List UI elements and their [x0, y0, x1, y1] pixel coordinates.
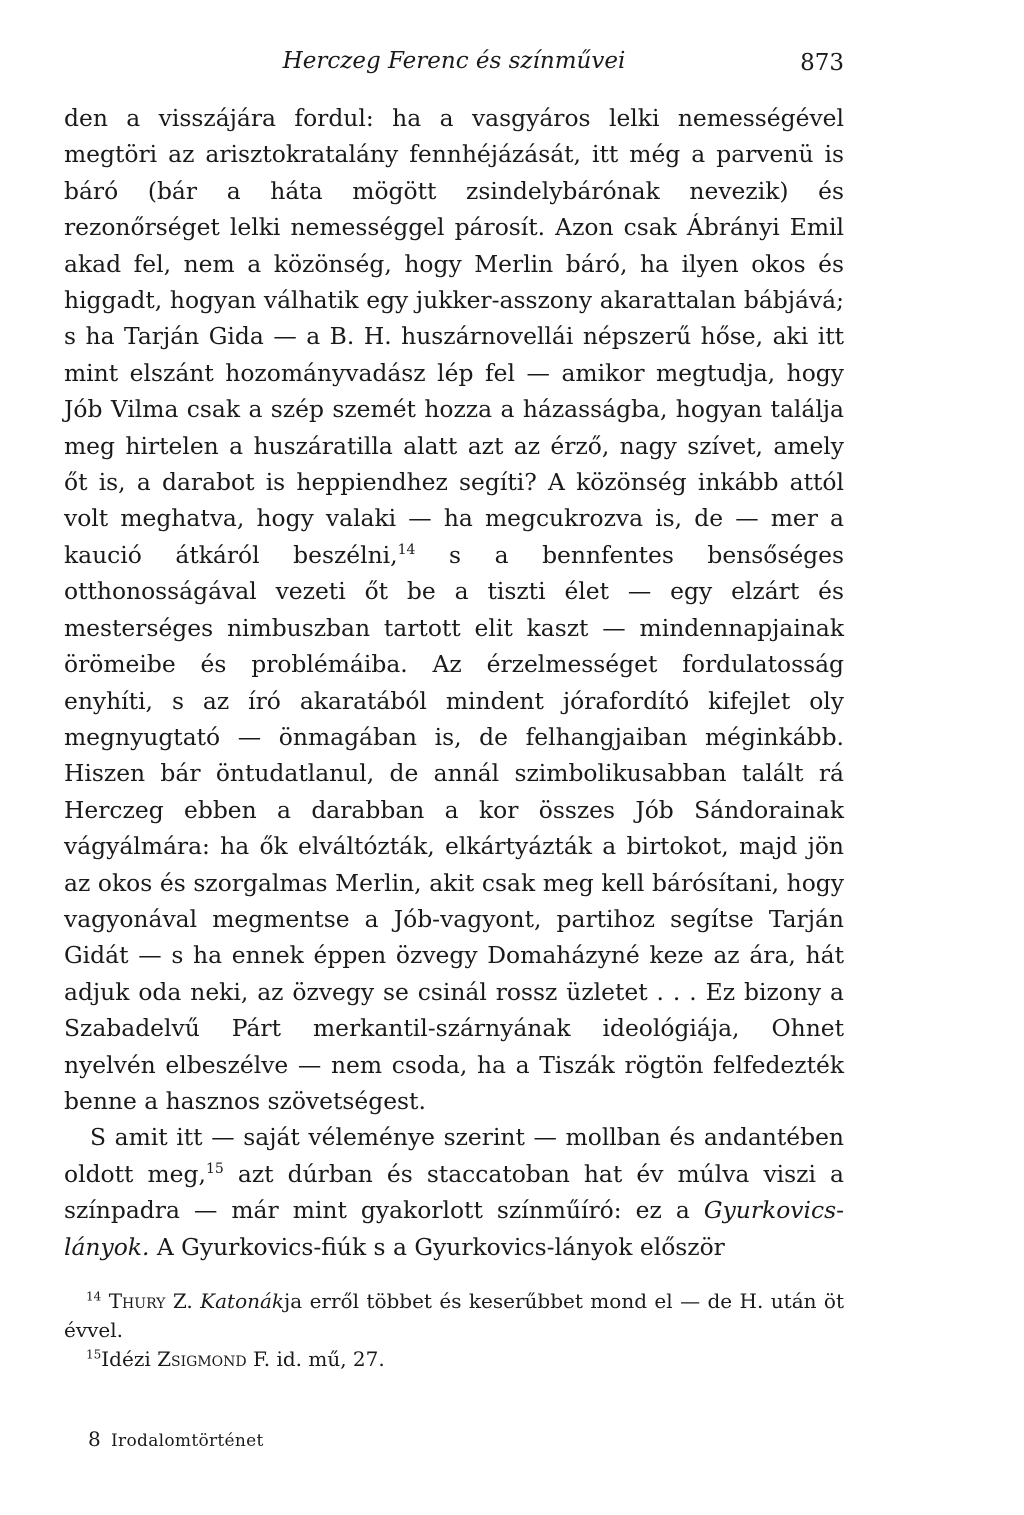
body-text: [64, 100, 844, 1265]
page-number: 873: [800, 50, 844, 76]
running-title: Herczeg Ferenc és színművei: [282, 48, 626, 74]
footnote-ref-14: 14: [397, 542, 416, 559]
footnote-14: [64, 1287, 844, 1345]
paragraph-1-text-b: s a bennfentes bensőséges otthonosságával vezeti őt be a tiszti élet — egy elzárt és mesterséges nimbuszban tartott elit kaszt — mindennapjainak örömeibe és problémáiba. Az érzelmességet fordulatosság enyhíti, s az író akaratából mindent jórafordító kifejlet oly megnyugtató — önmagában is, de felhangjaiban méginkább. Hiszen bár öntudatlanul, de annál szimbolikusabban talált rá Herczeg ebben a darabban a kor összes Jób Sándorainak vágyálmára: ha ők elváltózták, elkártyázták a birtokot, majd jön az okos és szorgalmas Merlin, akit csak meg kell bárósítani, hogy vagyonával megmentse a Jób-vagyont, partihoz segítse Tarján Gidát — s ha ennek éppen özvegy Domaházyné keze az ára, hát adjuk oda neki, az özvegy se csinál rossz üzletet . . . Ez bizony a Szabadelvű Párt merkantil-szárnyának ideológiája, Ohnet nyelvén elbeszélve — nem csoda, ha a Tiszák rögtön felfedezték benne a hasznos szövetségest.: [64, 540, 845, 1115]
footnote-14-author: Thury: [108, 1289, 166, 1313]
signature-number: 8: [88, 1427, 102, 1451]
footnote-15-author: Zsigmond: [157, 1347, 247, 1371]
paragraph-2-text-c: A Gyurkovics-fiúk s a Gyurkovics-lányok először: [149, 1232, 725, 1261]
footnote-14-text-b: ja erről többet és keserűbbet mond el — de H. után öt évvel.: [64, 1289, 845, 1342]
footnote-14-text-a: Z.: [165, 1289, 201, 1313]
page: [64, 40, 844, 1374]
running-header: [64, 40, 844, 80]
play-title: Gyurkovics-lányok.: [64, 1196, 844, 1261]
printer-signature: [88, 1427, 264, 1451]
footnote-15-number: 15: [86, 1347, 102, 1362]
signature-label: Irodalomtörténet: [111, 1431, 264, 1451]
paragraph-2: [64, 1119, 844, 1265]
paragraph-2-text-b: azt dúrban és staccatoban hat év múlva viszi a színpadra — már mint gyakorlott színműíró: ez a: [64, 1159, 844, 1225]
footnote-14-title: Katonák: [200, 1289, 285, 1313]
footnote-15-text-b: F. id. mű, 27.: [246, 1347, 385, 1371]
paragraph-1: [64, 100, 844, 1119]
footnotes: [64, 1287, 844, 1374]
paragraph-1-text-a: den a visszájára fordul: ha a vasgyáros lelki nemességével megtöri az arisztokratalány fennhéjázását, itt még a parvenü is báró (bár a háta mögött zsindelybárónak nevezik) és rezonőrséget lelki nemességgel párosít. Azon csak Ábrányi Emil akad fel, nem a közönség, hogy Merlin báró, ha ilyen okos és higgadt, hogyan válhatik egy jukker-asszony akarattalan bábjává; s ha Tarján Gida — a B. H. huszárnovellái népszerű hőse, aki itt mint elszánt hozományvadász lép fel — amikor megtudja, hogy Jób Vilma csak a szép szemét hozza a házasságba, hogyan találja meg hirtelen a huszáratilla alatt azt az érző, nagy szívet, amely őt is, a darabot is heppiendhez segíti? A közönség inkább attól volt meghatva, hogy valaki — ha megcukrozva is, de — mer a kaució átkáról beszélni,: [64, 104, 844, 569]
footnote-ref-15: 15: [205, 1160, 224, 1177]
paragraph-2-text-a: S amit itt — saját véleménye szerint — mollban és andantében oldott meg,: [64, 1123, 844, 1188]
footnote-15-text-a: Idézi: [101, 1347, 158, 1371]
footnote-14-number: 14: [86, 1289, 102, 1304]
footnote-15: [64, 1345, 844, 1374]
